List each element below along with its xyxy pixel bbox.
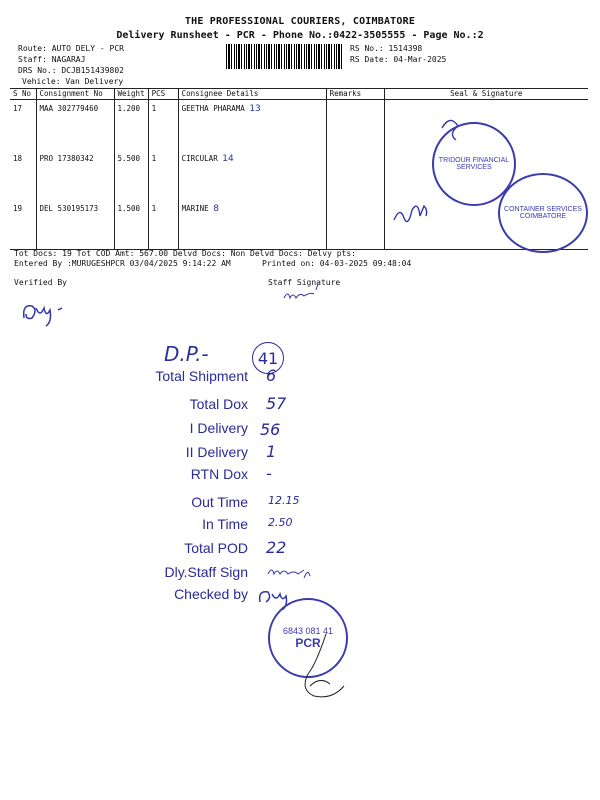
summary-label: Total POD [184,540,248,556]
cell-consignment: DEL 530195173 [36,200,114,250]
summary-label: Total Dox [189,396,248,412]
printed-on: Printed on: 04-03-2025 09:48:04 [262,259,412,268]
pcr-signature [296,630,356,710]
vehicle-text: Vehicle: Van Delivery [22,77,124,86]
summary-value: 1 [266,442,277,461]
dp-label: D.P.- [164,342,209,366]
cell-consignment: MAA 302779460 [36,100,114,150]
col-header: Remarks [326,89,384,100]
summary-value: - [266,464,272,483]
document-title: THE PROFESSIONAL COURIERS, COIMBATORE [184,16,416,27]
container-stamp-text: CONTAINER SERVICES COIMBATORE [504,206,582,220]
verified-by-label: Verified By [14,278,67,287]
verified-signature [18,288,108,328]
cell-weight: 5.500 [114,150,148,200]
route-text: Route: AUTO DELY - PCR [18,44,124,53]
summary-label: Out Time [191,494,248,510]
summary-label: II Delivery [185,444,248,460]
consignee-name: CIRCULAR [181,153,218,163]
dp-value: 41 [252,342,284,374]
consignee-name: GEETHA PHARAMA [181,104,245,113]
cell-pcs: 1 [148,150,178,200]
consignee-name: MARINE [181,203,209,213]
meta-right [350,43,446,65]
summary-label: RTN Dox [190,466,248,482]
cell-pcs: 1 [148,200,178,250]
drs-text: DRS No.: DCJB151439802 [18,66,124,75]
document-subtitle: Delivery Runsheet - PCR - Phone No.:0422-3505555 - Page No.:2 [116,30,484,41]
summary-label: I Delivery [189,420,248,436]
meta-left [18,43,124,87]
cell-remarks [326,150,384,200]
financial-stamp-text: TRIDOUR FINANCIAL SERVICES [438,157,510,171]
col-header: Weight [114,89,148,100]
cell-consignee [178,200,326,250]
signature-stroke [394,206,427,222]
cell-remarks [326,200,384,250]
cell-sno: 19 [10,200,36,250]
cell-remarks [326,100,384,150]
cell-consignee [178,150,326,200]
col-header: S No [10,89,36,100]
staff-signature [280,282,330,304]
summary-value: 57 [266,394,287,413]
container-stamp [498,173,588,253]
cell-weight: 1.200 [114,100,148,150]
staff-signature-label: Staff Signature [268,278,341,287]
summary-label: In Time [202,516,248,532]
cell-pcs: 1 [148,100,178,150]
handwritten-mark: 14 [222,153,234,164]
summary-value: 22 [266,538,287,557]
handwritten-mark: 8 [213,203,219,214]
entered-by: Entered By :MURUGESHPCR 03/04/2025 9:14:22 AM [14,259,231,268]
cell-sno: 17 [10,100,36,150]
cell-weight: 1.500 [114,200,148,250]
cell-sno: 18 [10,150,36,200]
summary-value: 12.15 [268,494,300,507]
col-header: Consignee Details [178,89,326,100]
summary-value: 2.50 [268,516,293,529]
summary-label: Checked by [174,586,248,602]
pcr-stamp-number: 6843 081 41 [282,626,334,636]
staff-text: Staff: NAGARAJ [18,55,86,64]
rs-no-text: RS No.: 1514398 [350,44,423,53]
handwritten-mark: 13 [249,104,261,114]
summary-label: Total Shipment [155,368,248,384]
cell-consignment: PRO 17380342 [36,150,114,200]
col-header: PCS [148,89,178,100]
summary-value: 6 [266,366,277,385]
cell-consignee [178,100,326,150]
table-header-row [10,89,588,100]
col-header: Seal & Signature [450,89,523,98]
col-header: Consignment No [36,89,114,100]
summary-value: 56 [260,420,281,439]
dly-staff-signature [260,560,360,584]
pcr-stamp-label: PCR [295,636,321,650]
rs-date-text: RS Date: 04-Mar-2025 [350,55,447,64]
totals-line: Tot Docs: 19 Tot COD Amt: 567.00 Delvd Docs: Non Delvd Docs: Delvy pts: [14,249,356,258]
summary-label: Dly.Staff Sign [164,564,248,580]
barcode [226,44,344,69]
